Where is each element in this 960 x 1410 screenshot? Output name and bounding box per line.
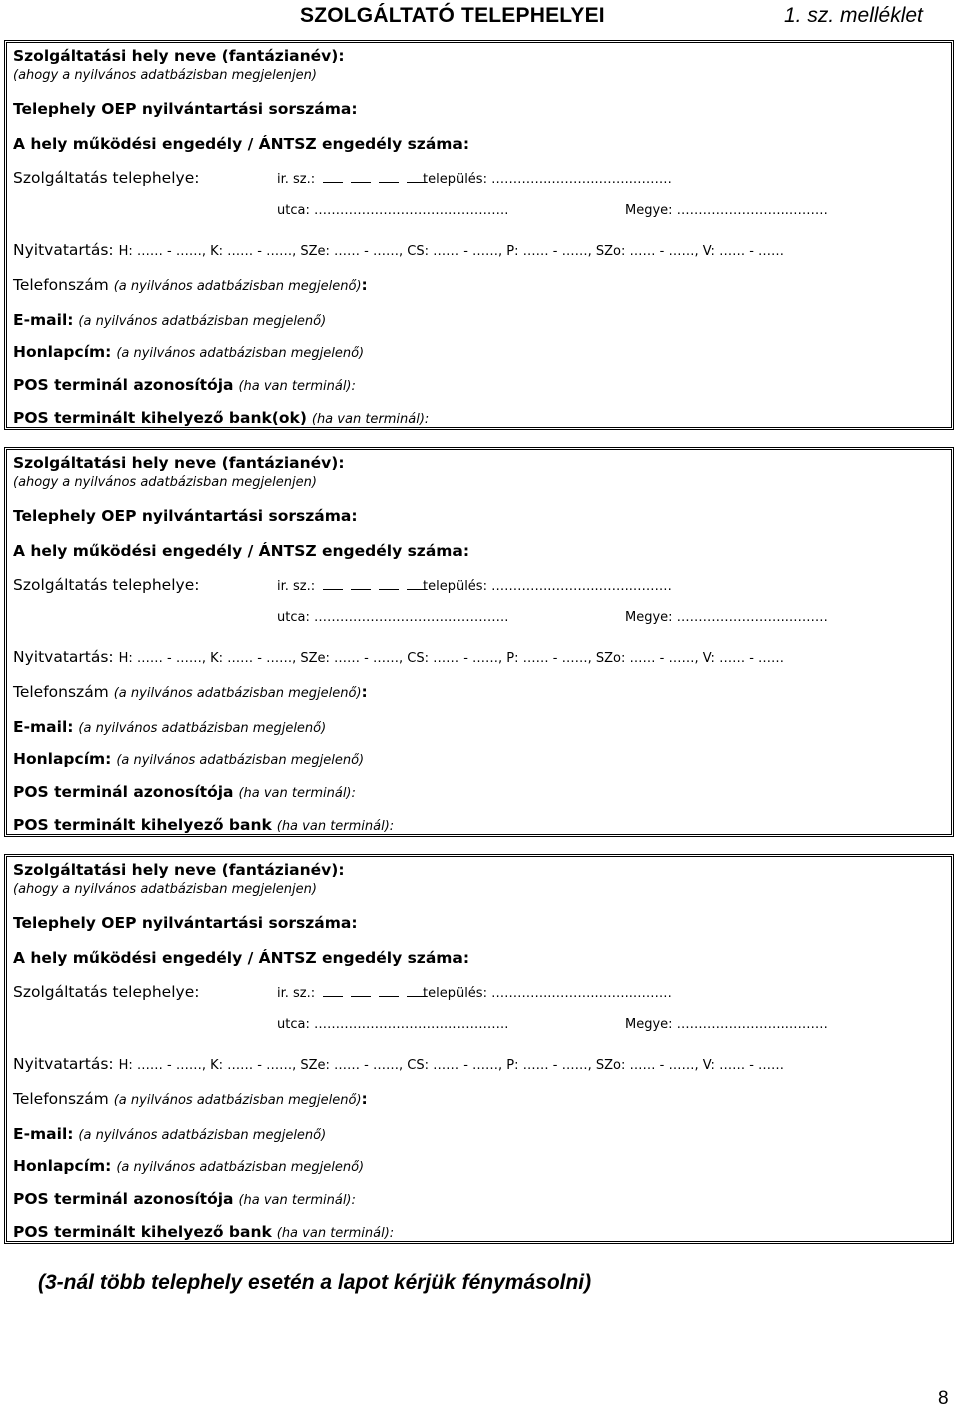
pos-bank-label: POS terminált kihelyező bank	[13, 1223, 272, 1241]
pos-bank-row	[13, 409, 429, 427]
page-title: SZOLGÁLTATÓ TELEPHELYEI	[300, 4, 605, 27]
phone-note: (a nyilvános adatbázisban megjelenő)	[113, 1093, 362, 1108]
city-field[interactable]: település: …………..………..……..………	[423, 986, 672, 1001]
zip-blank[interactable]	[351, 579, 371, 590]
pos-terminal-label: POS terminál azonosítója	[13, 376, 234, 394]
opening-hours-value: H: …… - ……, K: …… - ……, SZe: …… - ……, CS: …… - ……, P: …… - ……, SZo: …… - ……, V: …… - ……	[118, 244, 785, 259]
opening-hours-label: Nyitvatartás:	[13, 241, 114, 259]
site-name-note: (ahogy a nyilvános adatbázisban megjelenjen)	[13, 475, 317, 490]
oep-number-label: Telephely OEP nyilvántartási sorszáma:	[13, 914, 358, 932]
phone-label: Telefonszám	[13, 683, 109, 701]
site-name-note: (ahogy a nyilvános adatbázisban megjelenjen)	[13, 68, 317, 83]
zip-field	[277, 579, 427, 594]
zip-label: ir. sz.:	[277, 579, 316, 594]
pos-bank-note: (ha van terminál):	[276, 819, 395, 834]
opening-hours-value: H: …… - ……, K: …… - ……, SZe: …… - ……, CS: …… - ……, P: …… - ……, SZo: …… - ……, V: …… - ……	[118, 1058, 785, 1073]
pos-bank-row	[13, 1223, 394, 1241]
website-row	[13, 343, 364, 361]
location-label: Szolgáltatás telephelye:	[13, 576, 200, 594]
permit-number-label: A hely működési engedély / ÁNTSZ engedély száma:	[13, 949, 470, 967]
pos-terminal-note: (ha van terminál):	[238, 379, 356, 394]
street-field[interactable]: utca: …………………………..………….	[277, 203, 509, 218]
email-row	[13, 311, 326, 329]
pos-terminal-row	[13, 376, 356, 394]
page-number: 8	[938, 1388, 949, 1409]
zip-blank[interactable]	[379, 986, 399, 997]
phone-row: Telefonszám (a nyilvános adatbázisban megjelenő):	[13, 276, 368, 294]
pos-bank-label: POS terminált kihelyező bank(ok)	[13, 409, 307, 427]
opening-hours-row	[13, 648, 784, 666]
site-block-2	[4, 447, 954, 837]
zip-blank[interactable]	[351, 172, 371, 183]
pos-bank-label: POS terminált kihelyező bank	[13, 816, 272, 834]
email-label: E-mail:	[13, 718, 74, 736]
website-label: Honlapcím:	[13, 750, 112, 768]
email-row	[13, 1125, 326, 1143]
website-note: (a nyilvános adatbázisban megjelenő)	[116, 753, 365, 768]
zip-label: ir. sz.:	[277, 986, 316, 1001]
zip-blank[interactable]	[379, 579, 399, 590]
oep-number-label: Telephely OEP nyilvántartási sorszáma:	[13, 507, 358, 525]
location-label: Szolgáltatás telephelye:	[13, 983, 200, 1001]
oep-number-label: Telephely OEP nyilvántartási sorszáma:	[13, 100, 358, 118]
zip-blank[interactable]	[323, 579, 343, 590]
pos-terminal-note: (ha van terminál):	[238, 1193, 356, 1208]
photocopy-note: (3-nál több telephely esetén a lapot kérjük fénymásolni)	[38, 1271, 592, 1294]
phone-note: (a nyilvános adatbázisban megjelenő)	[113, 279, 362, 294]
opening-hours-row	[13, 241, 784, 259]
county-field[interactable]: Megye: ……………………..………	[625, 610, 828, 625]
city-field[interactable]: település: …………..………..……..………	[423, 172, 672, 187]
annex-label: 1. sz. melléklet	[784, 4, 923, 27]
pos-bank-row	[13, 816, 394, 834]
website-row	[13, 1157, 364, 1175]
website-label: Honlapcím:	[13, 1157, 112, 1175]
county-field[interactable]: Megye: ……………………..………	[625, 1017, 828, 1032]
zip-field	[277, 986, 427, 1001]
zip-label: ir. sz.:	[277, 172, 316, 187]
site-name-note: (ahogy a nyilvános adatbázisban megjelenjen)	[13, 882, 317, 897]
email-label: E-mail:	[13, 1125, 74, 1143]
location-label: Szolgáltatás telephelye:	[13, 169, 200, 187]
site-block-3	[4, 854, 954, 1244]
pos-bank-note: (ha van terminál):	[276, 1226, 395, 1241]
street-field[interactable]: utca: …………………………..………….	[277, 1017, 509, 1032]
pos-bank-note: (ha van terminál):	[311, 412, 430, 427]
phone-label: Telefonszám	[13, 276, 109, 294]
zip-blank[interactable]	[323, 172, 343, 183]
website-label: Honlapcím:	[13, 343, 112, 361]
opening-hours-label: Nyitvatartás:	[13, 648, 114, 666]
pos-terminal-row	[13, 783, 356, 801]
site-name-label: Szolgáltatási hely neve (fantázianév):	[13, 861, 345, 879]
pos-terminal-label: POS terminál azonosítója	[13, 1190, 234, 1208]
site-name-label: Szolgáltatási hely neve (fantázianév):	[13, 47, 345, 65]
website-note: (a nyilvános adatbázisban megjelenő)	[116, 346, 365, 361]
pos-terminal-row	[13, 1190, 356, 1208]
zip-field	[277, 172, 427, 187]
zip-blank[interactable]	[379, 172, 399, 183]
site-block-1	[4, 40, 954, 430]
zip-blank[interactable]	[323, 986, 343, 997]
opening-hours-value: H: …… - ……, K: …… - ……, SZe: …… - ……, CS: …… - ……, P: …… - ……, SZo: …… - ……, V: …… - ……	[118, 651, 785, 666]
city-field[interactable]: település: …………..………..……..………	[423, 579, 672, 594]
email-note: (a nyilvános adatbázisban megjelenő)	[78, 314, 327, 329]
opening-hours-row	[13, 1055, 784, 1073]
permit-number-label: A hely működési engedély / ÁNTSZ engedély száma:	[13, 135, 470, 153]
pos-terminal-note: (ha van terminál):	[238, 786, 356, 801]
email-label: E-mail:	[13, 311, 74, 329]
phone-row: Telefonszám (a nyilvános adatbázisban megjelenő):	[13, 683, 368, 701]
phone-label: Telefonszám	[13, 1090, 109, 1108]
email-note: (a nyilvános adatbázisban megjelenő)	[78, 1128, 327, 1143]
permit-number-label: A hely működési engedély / ÁNTSZ engedély száma:	[13, 542, 470, 560]
opening-hours-label: Nyitvatartás:	[13, 1055, 114, 1073]
site-name-label: Szolgáltatási hely neve (fantázianév):	[13, 454, 345, 472]
street-field[interactable]: utca: …………………………..………….	[277, 610, 509, 625]
zip-blank[interactable]	[351, 986, 371, 997]
pos-terminal-label: POS terminál azonosítója	[13, 783, 234, 801]
county-field[interactable]: Megye: ……………………..………	[625, 203, 828, 218]
email-row	[13, 718, 326, 736]
email-note: (a nyilvános adatbázisban megjelenő)	[78, 721, 327, 736]
phone-row: Telefonszám (a nyilvános adatbázisban megjelenő):	[13, 1090, 368, 1108]
website-row	[13, 750, 364, 768]
website-note: (a nyilvános adatbázisban megjelenő)	[116, 1160, 365, 1175]
phone-note: (a nyilvános adatbázisban megjelenő)	[113, 686, 362, 701]
